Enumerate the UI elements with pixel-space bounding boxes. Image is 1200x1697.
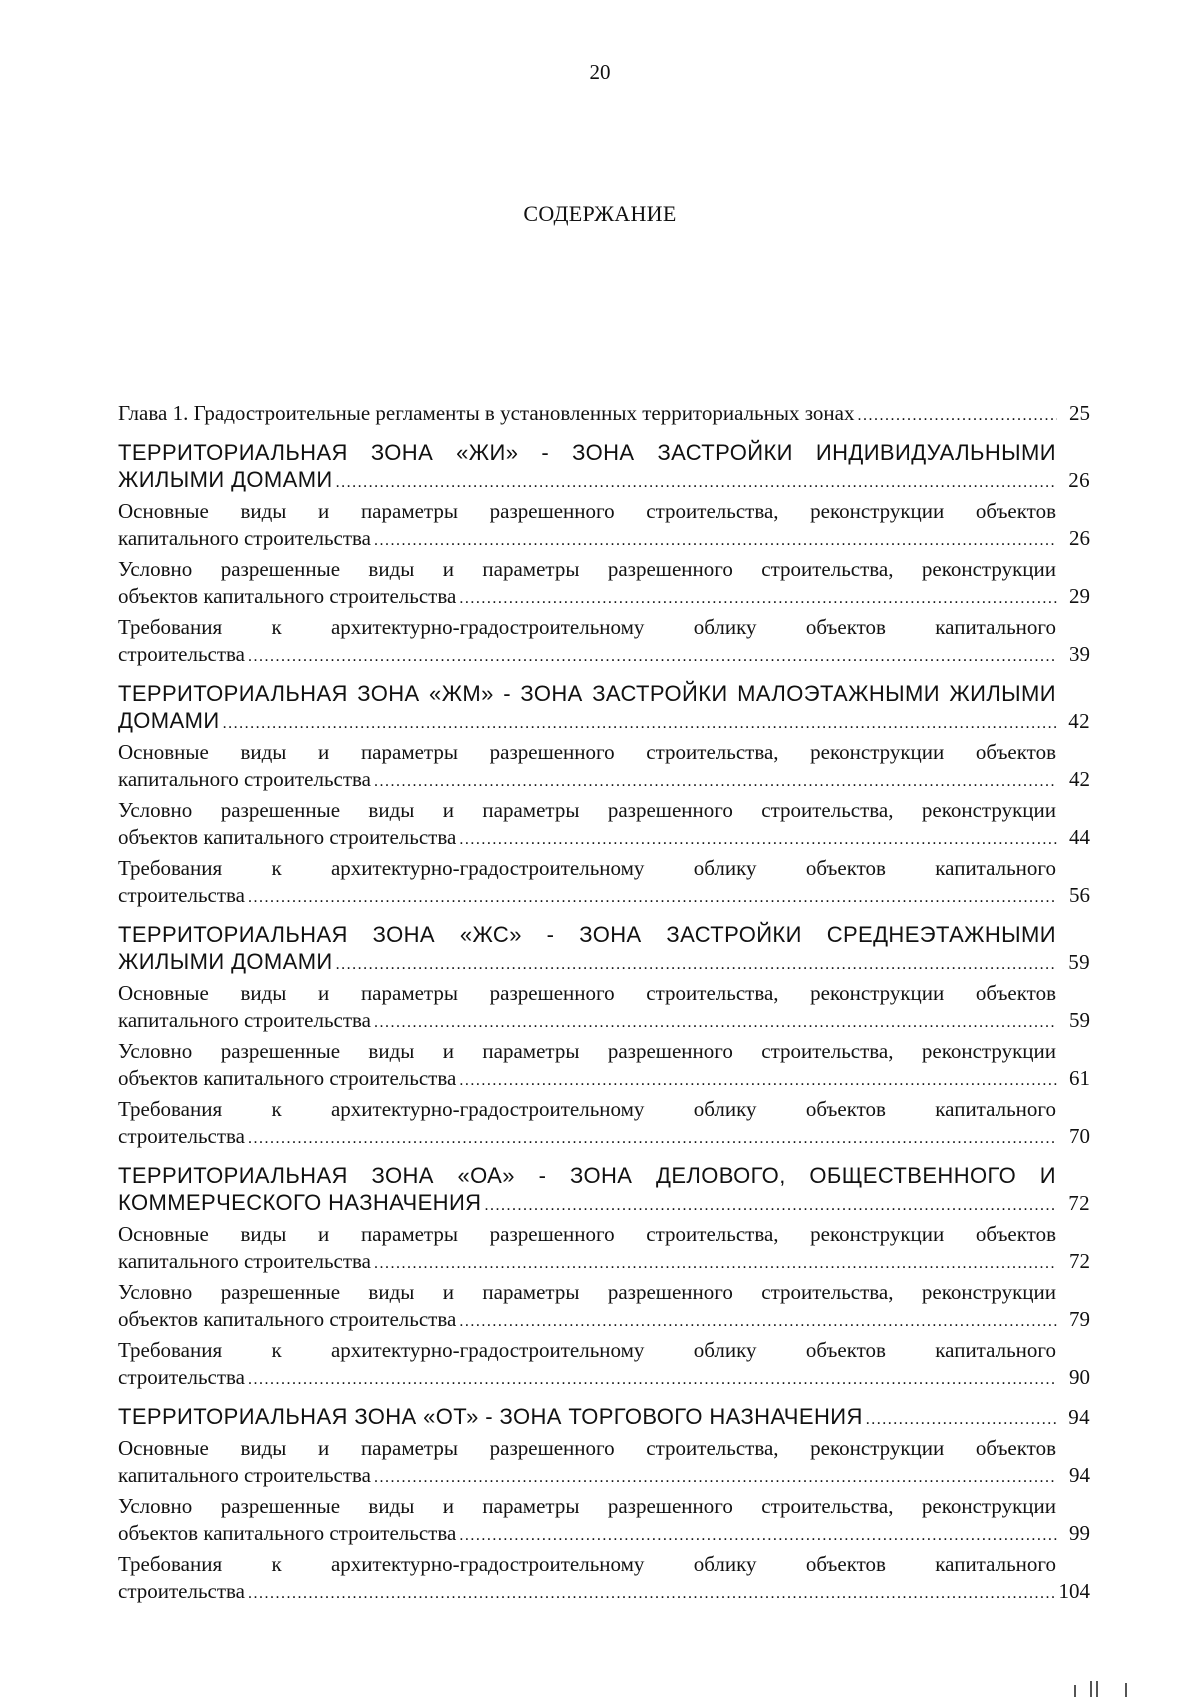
toc-entry-line2: ДОМАМИ bbox=[118, 708, 220, 733]
dot-leader bbox=[374, 768, 1057, 795]
toc-subsection-entry[interactable] bbox=[118, 1038, 1090, 1094]
toc-entry-line1: Основные виды и параметры разрешенного строительства, реконструкции объектов bbox=[118, 981, 1056, 1005]
toc-page-number: 94 bbox=[1069, 1463, 1090, 1487]
toc-entry-text: Глава 1. Градостроительные регламенты в установленных территориальных зонах bbox=[118, 401, 855, 425]
toc-page-number: 79 bbox=[1069, 1307, 1090, 1331]
toc-page-number: 104 bbox=[1058, 1579, 1090, 1603]
toc-entry-line2: строительства bbox=[118, 883, 246, 907]
toc-entry-line2: КОММЕРЧЕСКОГО НАЗНАЧЕНИЯ bbox=[118, 1190, 482, 1215]
dot-leader bbox=[248, 1366, 1057, 1393]
toc-entry-line2-row bbox=[118, 641, 1090, 670]
toc-title: СОДЕРЖАНИЕ bbox=[523, 201, 677, 226]
toc-entry-line1: ТЕРРИТОРИАЛЬНАЯ ЗОНА «ЖИ» - ЗОНА ЗАСТРОЙКИ ИНДИВИДУАЛЬНЫМИ bbox=[118, 440, 1056, 465]
toc-page-number: 94 bbox=[1068, 1405, 1090, 1429]
toc-entry-line2: капитального строительства bbox=[118, 767, 371, 791]
toc-entry-line2: объектов капитального строительства bbox=[118, 1307, 457, 1331]
toc-subsection-entry[interactable] bbox=[118, 1493, 1090, 1549]
page-number: 20 bbox=[589, 60, 611, 84]
dot-leader bbox=[248, 1125, 1057, 1152]
toc-subsection-entry[interactable] bbox=[118, 614, 1090, 670]
toc-entry-line2-row bbox=[118, 1462, 1090, 1491]
toc-entry-line2-row bbox=[118, 882, 1090, 911]
toc-entry-line2: объектов капитального строительства bbox=[118, 1521, 457, 1545]
dot-leader bbox=[459, 1522, 1057, 1549]
toc-entry-line2: строительства bbox=[118, 1365, 246, 1389]
toc-entry-line2: объектов капитального строительства bbox=[118, 584, 457, 608]
toc-entry-line2: строительства bbox=[118, 1124, 246, 1148]
toc-entry-line2: капитального строительства bbox=[118, 1249, 371, 1273]
toc-entry-line2: капитального строительства bbox=[118, 1463, 371, 1487]
toc-zone-heading[interactable] bbox=[118, 439, 1090, 496]
toc-page-number: 42 bbox=[1068, 709, 1090, 733]
toc-page-number: 99 bbox=[1069, 1521, 1090, 1545]
toc-subsection-entry[interactable] bbox=[118, 1096, 1090, 1152]
toc-page-number: 61 bbox=[1069, 1066, 1090, 1090]
table-of-contents bbox=[118, 400, 1090, 1607]
toc-page-number: 70 bbox=[1069, 1124, 1090, 1148]
toc-entry-line1: Основные виды и параметры разрешенного строительства, реконструкции объектов bbox=[118, 1436, 1056, 1460]
toc-entry-line1: Основные виды и параметры разрешенного строительства, реконструкции объектов bbox=[118, 499, 1056, 523]
toc-entry-line2-row bbox=[118, 1364, 1090, 1393]
toc-page-number: 42 bbox=[1069, 767, 1090, 791]
toc-entry-line1: Требования к архитектурно-градостроительному облику объектов капитального bbox=[118, 856, 1056, 880]
toc-subsection-entry[interactable] bbox=[118, 498, 1090, 554]
toc-entry-line2: объектов капитального строительства bbox=[118, 1066, 457, 1090]
toc-page-number: 26 bbox=[1068, 468, 1090, 492]
toc-entry-line2: капитального строительства bbox=[118, 526, 371, 550]
toc-zone-heading[interactable] bbox=[118, 1403, 1090, 1433]
toc-page-number: 59 bbox=[1069, 1008, 1090, 1032]
toc-subsection-entry[interactable] bbox=[118, 1279, 1090, 1335]
toc-entry-line2-row bbox=[118, 948, 1090, 978]
toc-zone-heading[interactable] bbox=[118, 680, 1090, 737]
dot-leader bbox=[459, 1067, 1057, 1094]
toc-subsection-entry[interactable] bbox=[118, 980, 1090, 1036]
toc-entry-line1: Требования к архитектурно-градостроительному облику объектов капитального bbox=[118, 1097, 1056, 1121]
dot-leader bbox=[248, 884, 1057, 911]
dot-leader bbox=[374, 527, 1057, 554]
toc-entry-line2-row bbox=[118, 525, 1090, 554]
dot-leader bbox=[374, 1009, 1057, 1036]
dot-leader bbox=[336, 951, 1057, 978]
dot-leader bbox=[374, 1250, 1057, 1277]
toc-entry-line2: ЖИЛЫМИ ДОМАМИ bbox=[118, 949, 333, 974]
toc-entry-line2-row bbox=[118, 1123, 1090, 1152]
toc-zone-heading[interactable] bbox=[118, 921, 1090, 978]
toc-entry-line2-row bbox=[118, 707, 1090, 737]
toc-entry-line2-row bbox=[118, 1403, 1090, 1433]
scan-marks bbox=[1070, 1678, 1130, 1697]
dot-leader bbox=[374, 1464, 1057, 1491]
dot-leader bbox=[336, 469, 1057, 496]
toc-subsection-entry[interactable] bbox=[118, 797, 1090, 853]
toc-entry-line1: Требования к архитектурно-градостроительному облику объектов капитального bbox=[118, 1552, 1056, 1576]
toc-entry-line1: Условно разрешенные виды и параметры разрешенного строительства, реконструкции bbox=[118, 1494, 1056, 1518]
dot-leader bbox=[484, 1192, 1057, 1219]
toc-page-number: 29 bbox=[1069, 584, 1090, 608]
toc-page-number: 25 bbox=[1069, 401, 1090, 425]
toc-entry-line1: ТЕРРИТОРИАЛЬНАЯ ЗОНА «ОА» - ЗОНА ДЕЛОВОГО, ОБЩЕСТВЕННОГО И bbox=[118, 1163, 1056, 1188]
toc-zones bbox=[118, 439, 1090, 1607]
toc-entry-line2: строительства bbox=[118, 642, 246, 666]
toc-entry-line2-row bbox=[118, 1248, 1090, 1277]
toc-entry-line1: Условно разрешенные виды и параметры разрешенного строительства, реконструкции bbox=[118, 1280, 1056, 1304]
toc-entry-line1: ТЕРРИТОРИАЛЬНАЯ ЗОНА «ЖС» - ЗОНА ЗАСТРОЙКИ СРЕДНЕЭТАЖНЫМИ bbox=[118, 922, 1056, 947]
toc-entry-line1: Требования к архитектурно-градостроительному облику объектов капитального bbox=[118, 615, 1056, 639]
toc-page-number: 72 bbox=[1068, 1191, 1090, 1215]
toc-entry-line2-row bbox=[118, 1189, 1090, 1219]
dot-leader bbox=[866, 1406, 1057, 1433]
dot-leader bbox=[459, 585, 1057, 612]
toc-entry-line2: ЖИЛЫМИ ДОМАМИ bbox=[118, 467, 333, 492]
toc-entry-line1: ТЕРРИТОРИАЛЬНАЯ ЗОНА «ЖМ» - ЗОНА ЗАСТРОЙКИ МАЛОЭТАЖНЫМИ ЖИЛЫМИ bbox=[118, 681, 1056, 706]
toc-entry-line2-row bbox=[118, 1520, 1090, 1549]
toc-entry-line2: капитального строительства bbox=[118, 1008, 371, 1032]
toc-subsection-entry[interactable] bbox=[118, 1551, 1090, 1607]
toc-entry-chapter-1[interactable] bbox=[118, 400, 1090, 429]
toc-entry-line2-row bbox=[118, 1578, 1090, 1607]
toc-entry-line1: Условно разрешенные виды и параметры разрешенного строительства, реконструкции bbox=[118, 557, 1056, 581]
toc-entry-line1: Требования к архитектурно-градостроительному облику объектов капитального bbox=[118, 1338, 1056, 1362]
toc-entry-line2-row bbox=[118, 766, 1090, 795]
toc-page-number: 26 bbox=[1069, 526, 1090, 550]
toc-entry-line2-row bbox=[118, 583, 1090, 612]
toc-page-number: 44 bbox=[1069, 825, 1090, 849]
toc-entry-line1: Условно разрешенные виды и параметры разрешенного строительства, реконструкции bbox=[118, 798, 1056, 822]
toc-entry-line2: ТЕРРИТОРИАЛЬНАЯ ЗОНА «ОТ» - ЗОНА ТОРГОВОГО НАЗНАЧЕНИЯ bbox=[118, 1404, 863, 1429]
dot-leader bbox=[459, 1308, 1057, 1335]
toc-page-number: 56 bbox=[1069, 883, 1090, 907]
dot-leader bbox=[459, 826, 1057, 853]
toc-subsection-entry[interactable] bbox=[118, 1337, 1090, 1393]
toc-entry-line1: Основные виды и параметры разрешенного строительства, реконструкции объектов bbox=[118, 1222, 1056, 1246]
toc-subsection-entry[interactable] bbox=[118, 855, 1090, 911]
toc-page-number: 72 bbox=[1069, 1249, 1090, 1273]
toc-entry-line2-row bbox=[118, 1007, 1090, 1036]
toc-zone-heading[interactable] bbox=[118, 1162, 1090, 1219]
toc-subsection-entry[interactable] bbox=[118, 1435, 1090, 1491]
toc-entry-line1: Основные виды и параметры разрешенного строительства, реконструкции объектов bbox=[118, 740, 1056, 764]
dot-leader bbox=[857, 402, 1057, 429]
toc-page-number: 59 bbox=[1068, 950, 1090, 974]
toc-page-number: 39 bbox=[1069, 642, 1090, 666]
dot-leader bbox=[248, 643, 1057, 670]
dot-leader bbox=[223, 710, 1057, 737]
toc-entry-line2-row bbox=[118, 824, 1090, 853]
toc-entry-line2-row bbox=[118, 466, 1090, 496]
toc-entry-line2-row bbox=[118, 1065, 1090, 1094]
toc-entry-line2: строительства bbox=[118, 1579, 246, 1603]
toc-entry-line1: Условно разрешенные виды и параметры разрешенного строительства, реконструкции bbox=[118, 1039, 1056, 1063]
toc-entry-line2: объектов капитального строительства bbox=[118, 825, 457, 849]
toc-subsection-entry[interactable] bbox=[118, 1221, 1090, 1277]
toc-page-number: 90 bbox=[1069, 1365, 1090, 1389]
toc-entry-line2-row bbox=[118, 1306, 1090, 1335]
dot-leader bbox=[248, 1580, 1055, 1607]
toc-subsection-entry[interactable] bbox=[118, 556, 1090, 612]
toc-subsection-entry[interactable] bbox=[118, 739, 1090, 795]
